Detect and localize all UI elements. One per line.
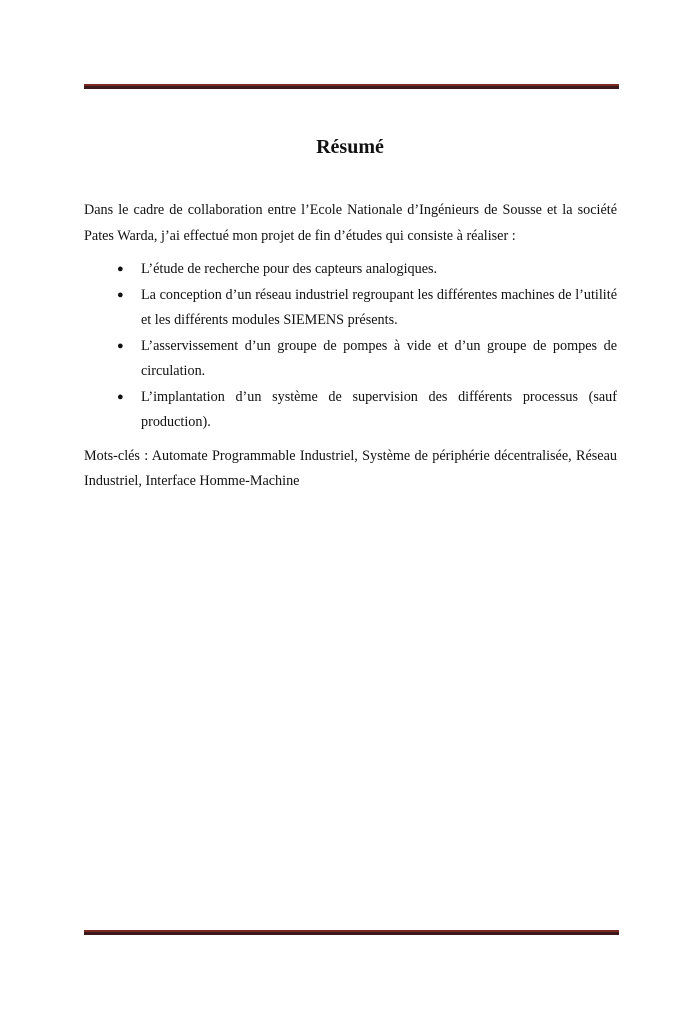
list-item-text: L’étude de recherche pour des capteurs analogiques. [141,261,438,277]
list-item [84,283,617,334]
list-item-text: L’implantation d’un système de supervision des différents processus (sauf production). [141,388,617,430]
list-item [84,257,617,283]
intro-paragraph: Dans le cadre de collaboration entre l’Ecole Nationale d’Ingénieurs de Sousse et la société Pates Warda, j’ai effectué mon projet de fin d’études qui consiste à réaliser : [84,202,617,244]
bullet-icon: ● [117,390,124,403]
list-item-text: L’asservissement d’un groupe de pompes à vide et d’un groupe de pompes de circulation. [141,337,617,379]
list-item [84,385,617,436]
objectives-list [84,257,617,436]
list-item-text: La conception d’un réseau industriel regroupant les différentes machines de l’utilité et les différents modules SIEMENS présents. [141,286,617,328]
list-item [84,334,617,385]
bullet-icon: ● [117,339,124,352]
bullet-icon: ● [117,263,124,275]
bullet-icon: ● [117,288,124,301]
page-title: Résumé [316,136,384,158]
document-body [84,198,617,495]
header-rule [84,84,619,89]
keywords-paragraph: Mots-clés : Automate Programmable Industriel, Système de périphérie décentralisée, Réseau Industriel, Interface Homme-Machine [84,447,617,489]
footer-rule [84,930,619,935]
